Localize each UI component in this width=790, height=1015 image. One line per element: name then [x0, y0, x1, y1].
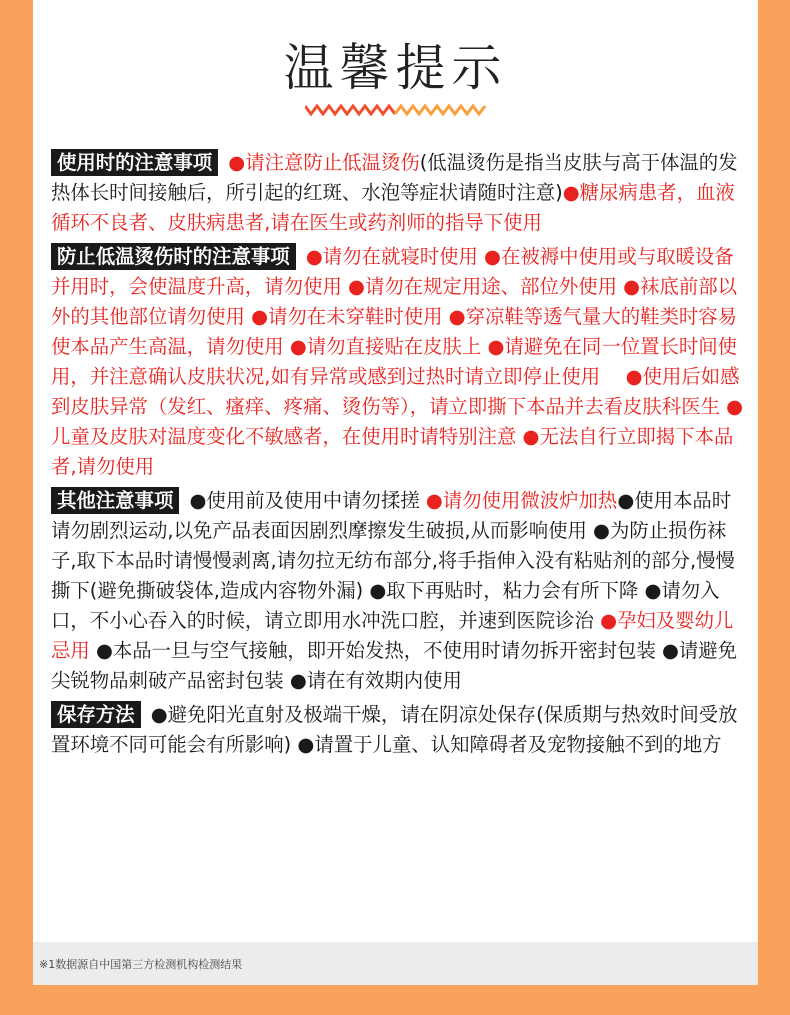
- section-text: ●请注意防止低温烫伤: [222, 151, 420, 174]
- section-text: ●本品一旦与空气接触，即开始发热，不使用时请勿拆开密封包装 ●请避免尖锐物品刺破产品密封包装 ●请在有效期内使用: [51, 639, 738, 692]
- section-text: ●请勿使用微波炉加热: [425, 489, 618, 512]
- section-label: 使用时的注意事项: [51, 149, 218, 176]
- section-text: ●请勿在就寝时使用 ●在被褥中使用或与取暖设备并用时，会使温度升高，请勿使用 ●请勿在规定用途、部位外使用 ●袜底前部以外的其他部位请勿使用 ●请勿在未穿鞋时使用 ●穿凉鞋等透气量大的鞋类时容易使本品产生高温，请勿使用 ●请勿直接贴在皮肤上 ●请避免在同一位置长时间使用，并注意确认皮肤状况,如有异常或感到过热时请立即停止使用 ●使用后如感到皮肤异常（发红、瘙痒、疼痛、烫伤等），请立即撕下本品并去看皮肤科医生 ●儿童及皮肤对温度变化不敏感者，在使用时请特别注意 ●无法自行立即揭下本品者,请勿使用: [51, 245, 744, 478]
- section-text: ●使用本品时请勿剧烈运动,以免产品表面因剧烈摩擦发生破损,从而影响使用 ●为防止损伤袜子,取下本品时请慢慢剥离,请勿拉无纺布部分,将手指伸入没有粘贴剂的部分,慢慢撕下(避免撕破袋体,造成内容物外漏) ●取下再贴时，粘力会有所下降 ●请勿入口，不小心吞入的时候，请立即用水冲洗口腔，并速到医院诊治: [51, 489, 735, 632]
- zigzag-orange-line: [395, 106, 485, 114]
- section-text: ●孕妇及婴幼儿忌用: [51, 609, 734, 662]
- section-text: ●糖尿病患者，血液循环不良者、皮肤病患者,请在医生或药剂师的指导下使用: [51, 181, 735, 234]
- notice-section: [51, 700, 749, 760]
- zigzag-divider-icon: [305, 102, 487, 118]
- zigzag-red-line: [305, 106, 395, 114]
- notice-card: [33, 0, 758, 985]
- section-label: 保存方法: [51, 701, 141, 728]
- footnote-text: ※1数据源自中国第三方检测机构检测结果: [39, 958, 243, 971]
- notice-section: [51, 486, 749, 696]
- section-text: (低温烫伤是指当皮肤与高于体温的发热体长时间接触后，所引起的红斑、水泡等症状请随时注意): [51, 151, 738, 204]
- notice-section: [51, 148, 749, 238]
- notice-content: [51, 148, 749, 764]
- page-title: 温馨提示: [283, 39, 508, 97]
- section-text: ●避免阳光直射及极端干燥，请在阴凉处保存(保质期与热效时间受放置环境不同可能会有所影响) ●请置于儿童、认知障碍者及宠物接触不到的地方: [51, 703, 738, 756]
- footer-bar: [33, 942, 758, 985]
- section-label: 防止低温烫伤时的注意事项: [51, 243, 296, 270]
- notice-section: [51, 242, 749, 482]
- section-label: 其他注意事项: [51, 487, 179, 514]
- section-text: ●使用前及使用中请勿揉搓: [183, 489, 426, 512]
